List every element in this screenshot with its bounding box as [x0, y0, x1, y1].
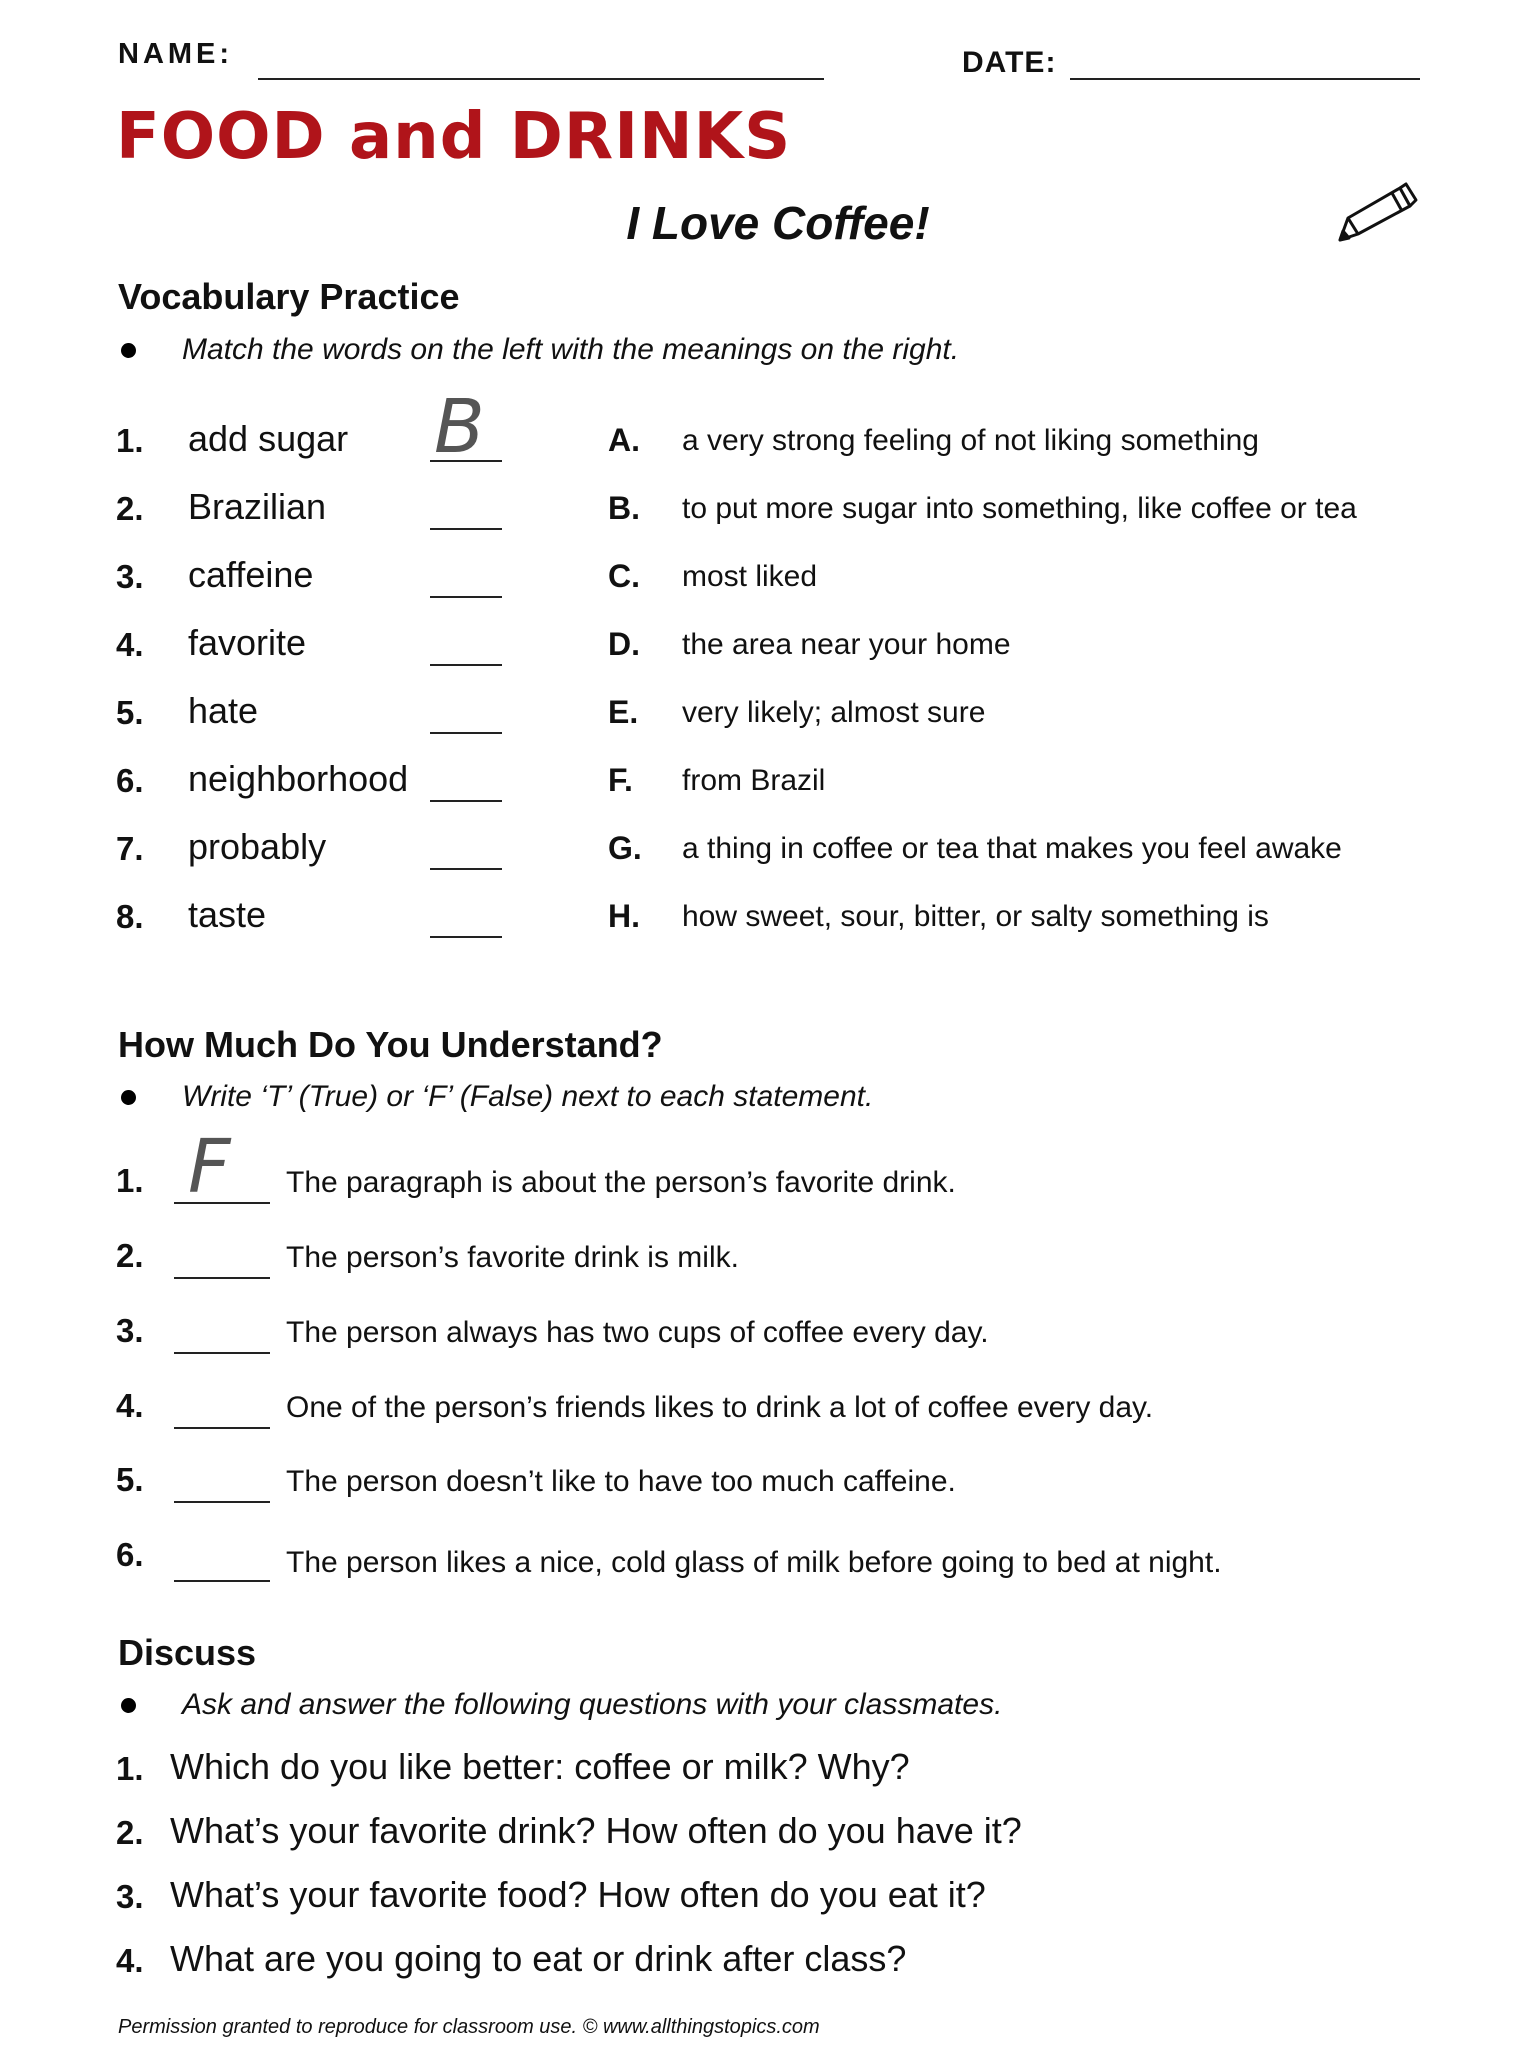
word-number: 2. — [116, 490, 144, 527]
question-number: 1. — [116, 1750, 144, 1787]
word-term: favorite — [188, 622, 307, 663]
word-number: 3. — [116, 558, 144, 595]
answer-blank[interactable] — [430, 664, 502, 666]
answer-blank[interactable] — [430, 528, 502, 530]
word-term: add sugar — [188, 418, 349, 459]
word-number: 4. — [116, 626, 144, 663]
word-term: taste — [188, 894, 267, 935]
meaning-text: very likely; almost sure — [682, 696, 986, 729]
meaning-letter: E. — [608, 694, 639, 730]
handwritten-answer: F — [188, 1124, 231, 1210]
question-text: Which do you like better: coffee or milk? Why? — [170, 1746, 910, 1787]
word-term: hate — [188, 690, 259, 731]
bullet-icon — [121, 1090, 136, 1105]
statement-text: The person doesn’t like to have too much caffeine. — [286, 1465, 956, 1498]
question-number: 3. — [116, 1878, 144, 1915]
meaning-text: from Brazil — [682, 764, 826, 797]
answer-blank[interactable] — [174, 1427, 270, 1429]
answer-blank[interactable] — [174, 1277, 270, 1279]
vocab-heading: Vocabulary Practice — [118, 276, 460, 317]
handwritten-answer: B — [434, 384, 485, 470]
meaning-text: most liked — [682, 560, 818, 593]
understand-instruction: Write ‘T’ (True) or ‘F’ (False) next to each statement. — [182, 1080, 874, 1113]
meaning-letter: C. — [608, 558, 640, 594]
statement-text: The paragraph is about the person’s favorite drink. — [286, 1166, 956, 1199]
question-text: What are you going to eat or drink after class? — [170, 1938, 907, 1979]
word-number: 1. — [116, 422, 144, 459]
question-number: 4. — [116, 1942, 144, 1979]
understand-heading: How Much Do You Understand? — [118, 1024, 663, 1065]
statement-number: 1. — [116, 1162, 144, 1199]
statement-text: The person always has two cups of coffee every day. — [286, 1316, 989, 1349]
meaning-letter: F. — [608, 762, 633, 798]
word-number: 5. — [116, 694, 144, 731]
pencil-icon — [1334, 178, 1424, 248]
meaning-letter: B. — [608, 490, 640, 526]
meaning-text: to put more sugar into something, like coffee or tea — [682, 492, 1357, 525]
statement-text: The person’s favorite drink is milk. — [286, 1241, 739, 1274]
meaning-text: a very strong feeling of not liking something — [682, 424, 1259, 457]
meaning-letter: G. — [608, 830, 642, 866]
discuss-heading: Discuss — [118, 1632, 257, 1673]
meaning-text: the area near your home — [682, 628, 1011, 661]
page-title: FOOD and DRINKS — [116, 100, 792, 174]
statement-number: 5. — [116, 1461, 144, 1498]
meaning-letter: H. — [608, 898, 640, 934]
word-term: caffeine — [188, 554, 314, 595]
meaning-letter: D. — [608, 626, 640, 662]
answer-blank[interactable] — [430, 800, 502, 802]
answer-blank[interactable] — [430, 732, 502, 734]
statement-text: The person likes a nice, cold glass of milk before going to bed at night. — [286, 1546, 1222, 1579]
answer-blank[interactable] — [430, 868, 502, 870]
discuss-instruction: Ask and answer the following questions with your classmates. — [182, 1688, 1003, 1721]
answer-blank[interactable] — [174, 1501, 270, 1503]
meaning-text: how sweet, sour, bitter, or salty something is — [682, 900, 1269, 933]
name-line[interactable] — [258, 78, 824, 80]
answer-blank[interactable] — [430, 596, 502, 598]
statement-text: One of the person’s friends likes to drink a lot of coffee every day. — [286, 1391, 1154, 1424]
date-label: DATE: — [962, 46, 1057, 79]
meaning-letter: A. — [608, 422, 640, 458]
name-label: NAME: — [118, 38, 234, 70]
footer-permission: Permission granted to reproduce for classroom use. © www.allthingstopics.com — [118, 2016, 820, 2038]
answer-blank[interactable] — [430, 936, 502, 938]
statement-number: 3. — [116, 1312, 144, 1349]
bullet-icon — [121, 1698, 136, 1713]
answer-blank[interactable] — [174, 1580, 270, 1582]
date-line[interactable] — [1070, 78, 1420, 80]
meaning-text: a thing in coffee or tea that makes you feel awake — [682, 832, 1342, 865]
word-term: probably — [188, 826, 327, 867]
bullet-icon — [121, 343, 136, 358]
vocab-instruction: Match the words on the left with the meanings on the right. — [182, 333, 960, 366]
question-number: 2. — [116, 1814, 144, 1851]
word-term: neighborhood — [188, 758, 409, 799]
statement-number: 6. — [116, 1536, 144, 1573]
word-number: 8. — [116, 898, 144, 935]
question-text: What’s your favorite drink? How often do you have it? — [170, 1810, 1022, 1851]
word-number: 7. — [116, 830, 144, 867]
answer-blank[interactable] — [174, 1352, 270, 1354]
statement-number: 4. — [116, 1387, 144, 1424]
subtitle: I Love Coffee! — [626, 197, 930, 249]
word-term: Brazilian — [188, 486, 327, 527]
word-number: 6. — [116, 762, 144, 799]
statement-number: 2. — [116, 1237, 144, 1274]
question-text: What’s your favorite food? How often do you eat it? — [170, 1874, 986, 1915]
